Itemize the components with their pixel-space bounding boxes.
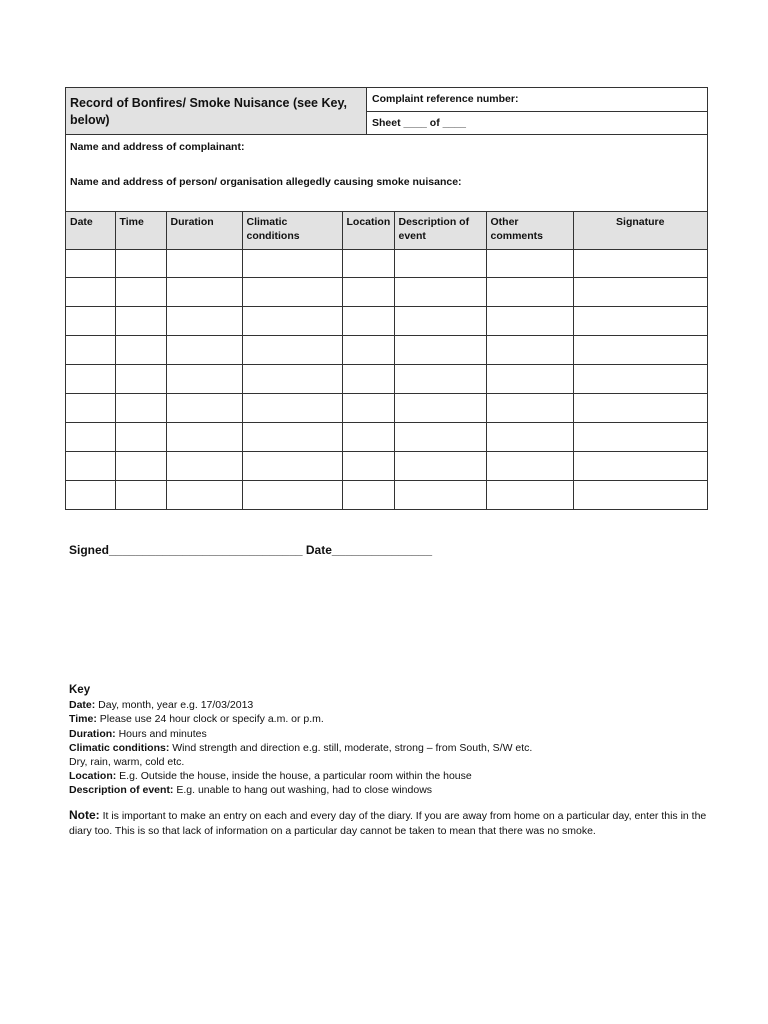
note-text: It is important to make an entry on each and every day of the diary. If you are away from home on a particular day, enter this in the diary too. This is so that lack of information on a particular day cannot be taken to mean that there was no smoke. [69, 809, 707, 837]
table-cell[interactable] [66, 249, 115, 278]
table-cell[interactable] [115, 393, 166, 422]
table-cell[interactable] [486, 307, 573, 336]
table-body [66, 249, 707, 509]
key-item-label: Location: [69, 770, 117, 783]
table-cell[interactable] [115, 278, 166, 307]
key-item-label: Climatic conditions: [69, 741, 170, 754]
key-item-text: Please use 24 hour clock or specify a.m. or p.m. [96, 713, 324, 726]
key-list [69, 698, 719, 797]
table-cell[interactable] [394, 480, 486, 509]
table-row [66, 336, 707, 365]
table-cell[interactable] [242, 249, 342, 278]
key-item-text: Day, month, year e.g. 17/03/2013 [95, 699, 254, 712]
table-row [66, 249, 707, 278]
key-item-text: Dry, rain, warm, cold etc. [69, 756, 185, 769]
key-section [69, 683, 719, 839]
table-cell[interactable] [166, 249, 242, 278]
table-cell[interactable] [342, 365, 394, 394]
table-cell[interactable] [342, 336, 394, 365]
table-row [66, 480, 707, 509]
key-item-text: Wind strength and direction e.g. still, moderate, strong – from South, S/W etc. [169, 741, 533, 754]
table-cell[interactable] [242, 393, 342, 422]
key-item-label: Time: [69, 713, 97, 726]
table-cell[interactable] [115, 249, 166, 278]
table-cell[interactable] [394, 451, 486, 480]
table-cell[interactable] [66, 307, 115, 336]
note-label: Note: [69, 807, 100, 822]
key-item-label: Duration: [69, 727, 116, 740]
key-item-label: Description of event: [69, 784, 174, 797]
table-cell[interactable] [66, 336, 115, 365]
signature-date-line[interactable]: Signed_____________________________ Date_______________ [69, 543, 432, 557]
table-cell[interactable] [166, 278, 242, 307]
table-cell[interactable] [166, 480, 242, 509]
table-cell[interactable] [573, 451, 707, 480]
key-item [69, 769, 719, 783]
table-cell[interactable] [573, 307, 707, 336]
table-cell[interactable] [342, 422, 394, 451]
key-item [69, 741, 719, 755]
column-header-location: Location [342, 212, 394, 249]
column-header-other-comments: Other comments [486, 212, 573, 249]
alleged-person-name-field[interactable]: Name and address of person/ organisation allegedly causing smoke nuisance: [70, 176, 462, 188]
table-cell[interactable] [115, 307, 166, 336]
sheet-number-field[interactable]: Sheet ____ of ____ [372, 117, 466, 129]
table-cell[interactable] [342, 451, 394, 480]
table-cell[interactable] [166, 422, 242, 451]
table-row [66, 307, 707, 336]
table-cell[interactable] [486, 336, 573, 365]
table-cell[interactable] [242, 451, 342, 480]
table-cell[interactable] [573, 480, 707, 509]
column-header-climatic-conditions: Climatic conditions [242, 212, 342, 249]
key-item-text: E.g. Outside the house, inside the house, a particular room within the house [116, 770, 472, 783]
table-cell[interactable] [394, 249, 486, 278]
column-header-date: Date [66, 212, 115, 249]
table-cell[interactable] [66, 422, 115, 451]
table-row [66, 365, 707, 394]
key-item [69, 698, 719, 712]
table-cell[interactable] [66, 451, 115, 480]
key-item-text: E.g. unable to hang out washing, had to close windows [173, 784, 433, 797]
table-cell[interactable] [486, 480, 573, 509]
table-cell[interactable] [486, 422, 573, 451]
complaint-reference-field[interactable]: Complaint reference number: [367, 88, 707, 112]
table-cell[interactable] [394, 336, 486, 365]
table-cell[interactable] [242, 422, 342, 451]
table-cell[interactable] [573, 393, 707, 422]
table-cell[interactable] [573, 336, 707, 365]
column-header-duration: Duration [166, 212, 242, 249]
table-row [66, 393, 707, 422]
table-cell[interactable] [242, 480, 342, 509]
key-item [69, 755, 719, 769]
table-cell[interactable] [486, 393, 573, 422]
table-cell[interactable] [486, 365, 573, 394]
table-header-row [66, 212, 707, 249]
names-section [66, 135, 707, 212]
table-cell[interactable] [166, 451, 242, 480]
table-cell[interactable] [342, 249, 394, 278]
table-cell[interactable] [394, 307, 486, 336]
form-title: Record of Bonfires/ Smoke Nuisance (see Key, below) [66, 88, 367, 134]
table-cell[interactable] [394, 365, 486, 394]
table-row [66, 451, 707, 480]
table-cell[interactable] [115, 336, 166, 365]
table-cell[interactable] [573, 422, 707, 451]
table-cell[interactable] [342, 393, 394, 422]
key-heading: Key [69, 684, 91, 696]
key-item-text: Hours and minutes [115, 727, 207, 740]
table-cell[interactable] [115, 451, 166, 480]
table-cell[interactable] [115, 365, 166, 394]
table-cell[interactable] [66, 393, 115, 422]
table-cell[interactable] [342, 480, 394, 509]
table-cell[interactable] [66, 365, 115, 394]
table-cell[interactable] [394, 393, 486, 422]
table-cell[interactable] [394, 278, 486, 307]
table-cell[interactable] [486, 278, 573, 307]
column-header-time: Time [115, 212, 166, 249]
table-cell[interactable] [486, 249, 573, 278]
note-paragraph [69, 808, 719, 839]
table-row [66, 278, 707, 307]
complainant-name-field[interactable]: Name and address of complainant: [70, 141, 245, 153]
table-cell[interactable] [166, 336, 242, 365]
key-item [69, 727, 719, 741]
record-form [65, 87, 708, 510]
table-cell[interactable] [166, 307, 242, 336]
table-cell[interactable] [573, 278, 707, 307]
table-cell[interactable] [573, 365, 707, 394]
table-cell[interactable] [394, 422, 486, 451]
key-item [69, 783, 719, 797]
table-cell[interactable] [342, 307, 394, 336]
table-cell[interactable] [342, 278, 394, 307]
table-cell[interactable] [486, 451, 573, 480]
table-cell[interactable] [66, 278, 115, 307]
smoke-log-table [66, 212, 707, 509]
form-header [66, 88, 707, 135]
table-cell[interactable] [242, 307, 342, 336]
key-item-label: Date: [69, 699, 96, 712]
table-cell[interactable] [166, 365, 242, 394]
table-cell[interactable] [242, 336, 342, 365]
column-header-description: Description of event [394, 212, 486, 249]
table-cell[interactable] [115, 480, 166, 509]
column-header-signature: Signature [573, 212, 707, 249]
table-cell[interactable] [115, 422, 166, 451]
table-cell[interactable] [242, 278, 342, 307]
table-cell[interactable] [242, 365, 342, 394]
table-cell[interactable] [573, 249, 707, 278]
table-cell[interactable] [66, 480, 115, 509]
reference-panel [367, 88, 707, 134]
key-item [69, 712, 719, 726]
table-cell[interactable] [166, 393, 242, 422]
table-row [66, 422, 707, 451]
